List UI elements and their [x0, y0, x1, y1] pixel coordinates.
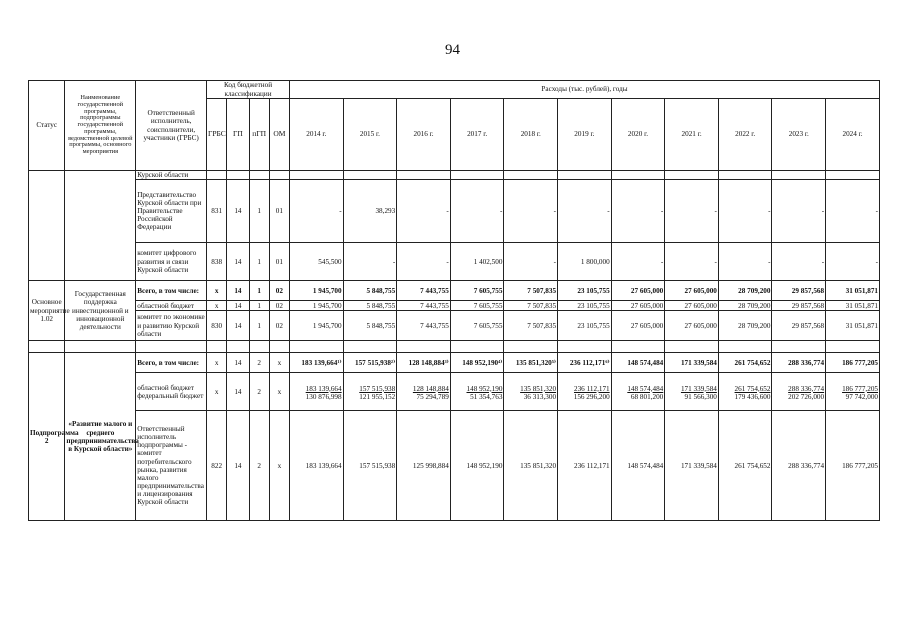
value-cell: 27 605,000	[665, 301, 719, 311]
value-cell: -	[665, 243, 719, 281]
status-cell: Основное мероприятие 1.02	[29, 281, 65, 341]
value-regional: 236 112,171	[573, 384, 610, 393]
empty-cell	[207, 171, 227, 180]
value-cell: -	[504, 243, 558, 281]
empty-cell	[136, 341, 207, 353]
value-cell: 157 515,938	[343, 411, 397, 521]
empty-cell	[504, 171, 558, 180]
value-cell: 135 851,320	[504, 411, 558, 521]
value-cell: 31 051,871	[826, 281, 880, 301]
code-cell-pgp: 1	[249, 301, 269, 311]
value-cell-split	[611, 373, 665, 411]
value-cell: 7 507,835	[504, 301, 558, 311]
empty-cell	[227, 171, 249, 180]
code-cell-om: 02	[269, 311, 289, 341]
code-cell-gp: 14	[227, 281, 249, 301]
value-cell: 171 339,584	[665, 411, 719, 521]
empty-cell	[558, 171, 612, 180]
responsible-cell	[136, 373, 207, 411]
code-cell-gp: 14	[227, 180, 249, 243]
value-federal: 121 955,152	[359, 392, 396, 401]
empty-cell	[343, 171, 397, 180]
value-cell: 5 848,755	[343, 301, 397, 311]
header-name: Наименование государственной программы, подпрограммы государственной программы, ведомственной целевой программы, основного мероприятия	[65, 81, 136, 171]
empty-cell	[249, 171, 269, 180]
value-cell: 1 945,700	[290, 281, 344, 301]
code-cell-grbs: x	[207, 373, 227, 411]
value-regional: 186 777,205	[842, 384, 878, 393]
value-cell-split	[450, 373, 504, 411]
value-cell-split	[343, 373, 397, 411]
header-year: 2020 г.	[611, 99, 665, 171]
responsible-cell: Курской области	[136, 171, 207, 180]
code-cell-grbs: x	[207, 301, 227, 311]
empty-cell	[611, 171, 665, 180]
code-cell-gp: 14	[227, 373, 249, 411]
value-cell: 7 507,835	[504, 281, 558, 301]
value-cell-split	[826, 373, 880, 411]
value-cell: 236 112,171⁶⁾	[558, 353, 612, 373]
table-row	[29, 243, 880, 281]
value-cell: 27 605,000	[611, 311, 665, 341]
value-cell: 7 605,755	[450, 301, 504, 311]
empty-cell	[343, 341, 397, 353]
code-cell-om: 01	[269, 243, 289, 281]
value-cell: 148 952,190	[450, 411, 504, 521]
value-cell: 261 754,652	[718, 411, 772, 521]
header-year: 2014 г.	[290, 99, 344, 171]
responsible-cell: Ответственный исполнитель подпрограммы - комитет потребительского рынка, развития малого предпринимательства и лицензирования Курской области	[136, 411, 207, 521]
header-year: 2022 г.	[718, 99, 772, 171]
code-cell-pgp: 1	[249, 180, 269, 243]
empty-cell	[227, 341, 249, 353]
table-row	[29, 281, 880, 301]
empty-cell	[772, 171, 826, 180]
header-year: 2015 г.	[343, 99, 397, 171]
header-year: 2016 г.	[397, 99, 451, 171]
header-year: 2023 г.	[772, 99, 826, 171]
responsible-cell: Представительство Курской области при Правительстве Российской Федерации	[136, 180, 207, 243]
value-federal: 36 313,300	[523, 392, 557, 401]
header-code-col: ГРБС	[207, 99, 227, 171]
responsible-cell: Всего, в том числе:	[136, 281, 207, 301]
value-cell: 7 605,755	[450, 311, 504, 341]
table-row	[29, 411, 880, 521]
code-cell-pgp: 1	[249, 243, 269, 281]
value-cell: 27 605,000	[665, 311, 719, 341]
header-year: 2021 г.	[665, 99, 719, 171]
value-federal: 68 801,200	[630, 392, 664, 401]
code-cell-pgp: 2	[249, 353, 269, 373]
code-cell-grbs: 822	[207, 411, 227, 521]
empty-cell	[772, 341, 826, 353]
value-cell: 29 857,568	[772, 311, 826, 341]
value-cell: 28 709,200	[718, 281, 772, 301]
value-cell: 157 515,938²⁾	[343, 353, 397, 373]
value-cell: 183 139,664	[290, 411, 344, 521]
value-regional: 171 339,584	[680, 384, 717, 393]
value-cell: 38,293	[343, 180, 397, 243]
value-cell: 7 507,835	[504, 311, 558, 341]
value-regional: 148 574,484	[627, 384, 664, 393]
value-regional: 135 851,320	[520, 384, 557, 393]
value-cell: 31 051,871	[826, 311, 880, 341]
value-cell: 148 952,190⁴⁾	[450, 353, 504, 373]
value-cell: 7 443,755	[397, 311, 451, 341]
value-cell: -	[665, 180, 719, 243]
empty-cell	[611, 341, 665, 353]
code-cell-pgp: 1	[249, 311, 269, 341]
code-cell-gp: 14	[227, 301, 249, 311]
value-cell: 261 754,652	[718, 353, 772, 373]
table-row	[29, 180, 880, 243]
code-cell-grbs: 838	[207, 243, 227, 281]
value-cell: -	[558, 180, 612, 243]
header-year: 2018 г.	[504, 99, 558, 171]
code-cell-om: x	[269, 373, 289, 411]
empty-cell	[290, 171, 344, 180]
empty-cell	[826, 171, 880, 180]
header-code-col: пГП	[249, 99, 269, 171]
code-cell-om: x	[269, 353, 289, 373]
value-cell: 545,500	[290, 243, 344, 281]
value-cell: 31 051,871	[826, 301, 880, 311]
empty-cell	[269, 341, 289, 353]
value-cell: 29 857,568	[772, 301, 826, 311]
value-cell-split	[665, 373, 719, 411]
empty-cell	[665, 341, 719, 353]
value-federal: 130 876,998	[305, 392, 342, 401]
value-cell: -	[611, 243, 665, 281]
code-cell-gp: 14	[227, 411, 249, 521]
code-cell-om: 02	[269, 301, 289, 311]
value-cell: -	[397, 180, 451, 243]
value-regional: 128 148,884	[412, 384, 449, 393]
value-cell: -	[504, 180, 558, 243]
header-status: Статус	[29, 81, 65, 171]
value-cell: -	[718, 180, 772, 243]
code-cell-grbs: 830	[207, 311, 227, 341]
value-cell: 23 105,755	[558, 301, 612, 311]
value-regional: 157 515,938	[359, 384, 396, 393]
empty-cell	[450, 171, 504, 180]
code-cell-pgp: 2	[249, 373, 269, 411]
empty-cell	[290, 341, 344, 353]
value-cell: -	[772, 243, 826, 281]
value-federal: 97 742,000	[845, 392, 878, 401]
value-cell: -	[290, 180, 344, 243]
empty-cell	[718, 171, 772, 180]
budget-table	[28, 80, 880, 521]
value-cell: 1 402,500	[450, 243, 504, 281]
header-year: 2019 г.	[558, 99, 612, 171]
value-cell-split	[718, 373, 772, 411]
code-cell-grbs: x	[207, 281, 227, 301]
value-regional: 288 336,774	[788, 384, 825, 393]
code-cell-gp: 14	[227, 311, 249, 341]
table-row	[29, 311, 880, 341]
value-cell: -	[826, 180, 880, 243]
page-number: 94	[445, 42, 460, 58]
table-row	[29, 353, 880, 373]
value-cell: -	[718, 243, 772, 281]
value-cell: -	[611, 180, 665, 243]
value-cell: 23 105,755	[558, 311, 612, 341]
value-cell: 183 139,664¹⁾	[290, 353, 344, 373]
header-responsible: Ответственный исполнитель, соисполнители, участники (ГРБС)	[136, 81, 207, 171]
value-cell: 1 800,000	[558, 243, 612, 281]
value-cell: 5 848,755	[343, 281, 397, 301]
value-cell: -	[772, 180, 826, 243]
value-cell: 288 336,774	[772, 353, 826, 373]
value-federal: 202 726,000	[788, 392, 825, 401]
value-cell: 28 709,200	[718, 311, 772, 341]
responsible-cell: областной бюджет	[136, 301, 207, 311]
value-cell: -	[450, 180, 504, 243]
code-cell-pgp: 1	[249, 281, 269, 301]
status-cell: Подпрограмма 2	[29, 353, 65, 521]
value-cell: 148 574,484	[611, 411, 665, 521]
value-cell: 288 336,774	[772, 411, 826, 521]
value-cell: 28 709,200	[718, 301, 772, 311]
budget-label-regional: областной бюджет	[137, 383, 195, 392]
name-cell	[65, 171, 136, 281]
header-year: 2017 г.	[450, 99, 504, 171]
budget-label-federal: федеральный бюджет	[137, 391, 204, 400]
value-federal: 51 354,763	[470, 392, 503, 401]
value-cell: 23 105,755	[558, 281, 612, 301]
value-federal: 179 436,600	[734, 392, 771, 401]
name-cell: «Развитие малого и среднего предпринимательства в Курской области»	[65, 353, 136, 521]
header-code-col: ГП	[227, 99, 249, 171]
header-code-col: ОМ	[269, 99, 289, 171]
value-cell: 236 112,171	[558, 411, 612, 521]
value-cell-split	[290, 373, 344, 411]
table-row	[29, 373, 880, 411]
value-cell: 186 777,205	[826, 353, 880, 373]
empty-cell	[558, 341, 612, 353]
value-federal: 75 294,789	[416, 392, 449, 401]
value-cell-split	[772, 373, 826, 411]
value-cell: 7 443,755	[397, 281, 451, 301]
value-cell: 5 848,755	[343, 311, 397, 341]
value-cell: 7 605,755	[450, 281, 504, 301]
responsible-cell: Всего, в том числе:	[136, 353, 207, 373]
header-code-group: Код бюджетной классификации	[207, 81, 290, 99]
empty-cell	[504, 341, 558, 353]
empty-cell	[397, 341, 451, 353]
name-cell: Государственная поддержка инвестиционной и инновационной деятельности	[65, 281, 136, 341]
value-cell: 27 605,000	[611, 301, 665, 311]
value-cell: 1 945,700	[290, 301, 344, 311]
value-cell-split	[397, 373, 451, 411]
table-row	[29, 171, 880, 180]
table-row	[29, 301, 880, 311]
value-cell: 128 148,884³⁾	[397, 353, 451, 373]
code-cell-grbs: 831	[207, 180, 227, 243]
code-cell-om: 01	[269, 180, 289, 243]
value-cell: -	[397, 243, 451, 281]
value-cell: 171 339,584	[665, 353, 719, 373]
value-regional: 261 754,652	[734, 384, 771, 393]
responsible-cell: комитет по экономике и развитию Курской области	[136, 311, 207, 341]
empty-cell	[718, 341, 772, 353]
value-cell: 125 998,884	[397, 411, 451, 521]
value-federal: 91 566,300	[684, 392, 717, 401]
value-cell: 29 857,568	[772, 281, 826, 301]
empty-cell	[397, 171, 451, 180]
empty-cell	[65, 341, 136, 353]
value-regional: 183 139,664	[305, 384, 342, 393]
empty-cell	[665, 171, 719, 180]
empty-cell	[207, 341, 227, 353]
empty-cell	[269, 171, 289, 180]
value-cell: 186 777,205	[826, 411, 880, 521]
value-cell: 7 443,755	[397, 301, 451, 311]
table-row	[29, 81, 880, 99]
value-cell: 148 574,484	[611, 353, 665, 373]
header-year: 2024 г.	[826, 99, 880, 171]
responsible-cell: комитет цифрового развития и связи Курской области	[136, 243, 207, 281]
empty-cell	[450, 341, 504, 353]
value-regional: 148 952,190	[466, 384, 503, 393]
value-cell: 1 945,700	[290, 311, 344, 341]
code-cell-gp: 14	[227, 353, 249, 373]
empty-cell	[249, 341, 269, 353]
value-cell: 27 605,000	[665, 281, 719, 301]
table-row	[29, 341, 880, 353]
status-cell	[29, 171, 65, 281]
value-cell: -	[343, 243, 397, 281]
value-cell-split	[504, 373, 558, 411]
code-cell-gp: 14	[227, 243, 249, 281]
code-cell-om: 02	[269, 281, 289, 301]
value-cell: -	[826, 243, 880, 281]
value-cell-split	[558, 373, 612, 411]
code-cell-grbs: x	[207, 353, 227, 373]
code-cell-pgp: 2	[249, 411, 269, 521]
code-cell-om: x	[269, 411, 289, 521]
value-cell: 27 605,000	[611, 281, 665, 301]
value-federal: 156 296,200	[573, 392, 610, 401]
empty-cell	[826, 341, 880, 353]
value-cell: 135 851,320⁵⁾	[504, 353, 558, 373]
header-expenses-group: Расходы (тыс. рублей), годы	[290, 81, 880, 99]
empty-cell	[29, 341, 65, 353]
